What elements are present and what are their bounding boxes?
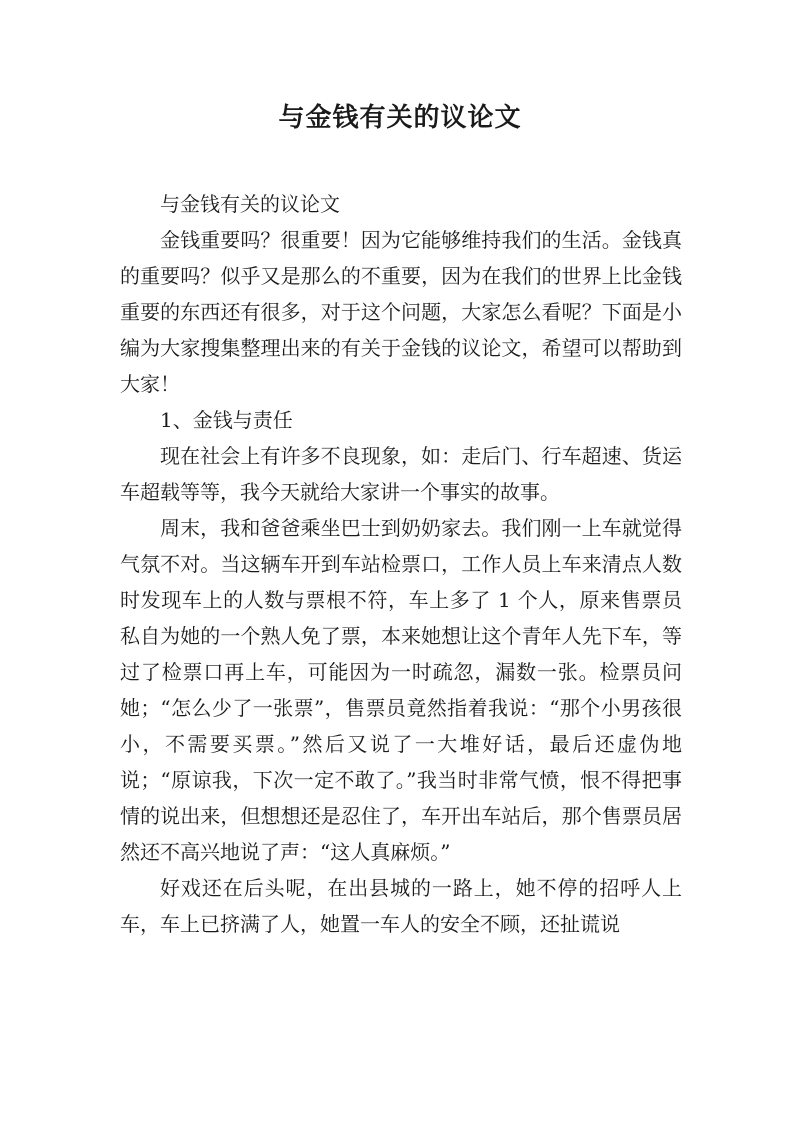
paragraph: 好戏还在后头呢，在出县城的一路上，她不停的招呼人上车，车上已挤满了人，她置一车人的安全不顾，还扯谎说 (120, 876, 682, 936)
section-heading: 1、金钱与责任 (160, 408, 293, 432)
paragraph-subtitle: 与金钱有关的议论文 (160, 192, 340, 216)
paragraph: 周末，我和爸爸乘坐巴士到奶奶家去。我们刚一上车就觉得气氛不对。当这辆车开到车站检票口，工作人员上车来清点人数时发现车上的人数与票根不符，车上多了 1 个人，原来售票员私自为她的一个熟人免了票，本来她想让这个青年人先下车，等过了检票口再上车，可能因为一时疏忽，漏数一张。检票员问她；“怎么少了一张票”，售票员竟然指着我说：“那个小男孩很小，不需要买票。”然后又说了一大堆好话，最后还虚伪地说；“原谅我，下次一定不敢了。”我当时非常气愤，恨不得把事情的说出来，但想想还是忍住了，车开出车站后，那个售票员居然还不高兴地说了声：“这人真麻烦。” (120, 516, 682, 864)
paragraph-intro: 金钱重要吗？很重要！因为它能够维持我们的生活。金钱真的重要吗？似乎又是那么的不重要，因为在我们的世界上比金钱重要的东西还有很多，对于这个问题，大家怎么看呢？下面是小编为大家搜集整理出来的有关于金钱的议论文，希望可以帮助到大家！ (120, 228, 682, 396)
document-body (120, 186, 682, 942)
document-title: 与金钱有关的议论文 (278, 103, 522, 133)
paragraph: 现在社会上有许多不良现象，如：走后门、行车超速、货运车超载等等，我今天就给大家讲一个事实的故事。 (120, 444, 682, 504)
